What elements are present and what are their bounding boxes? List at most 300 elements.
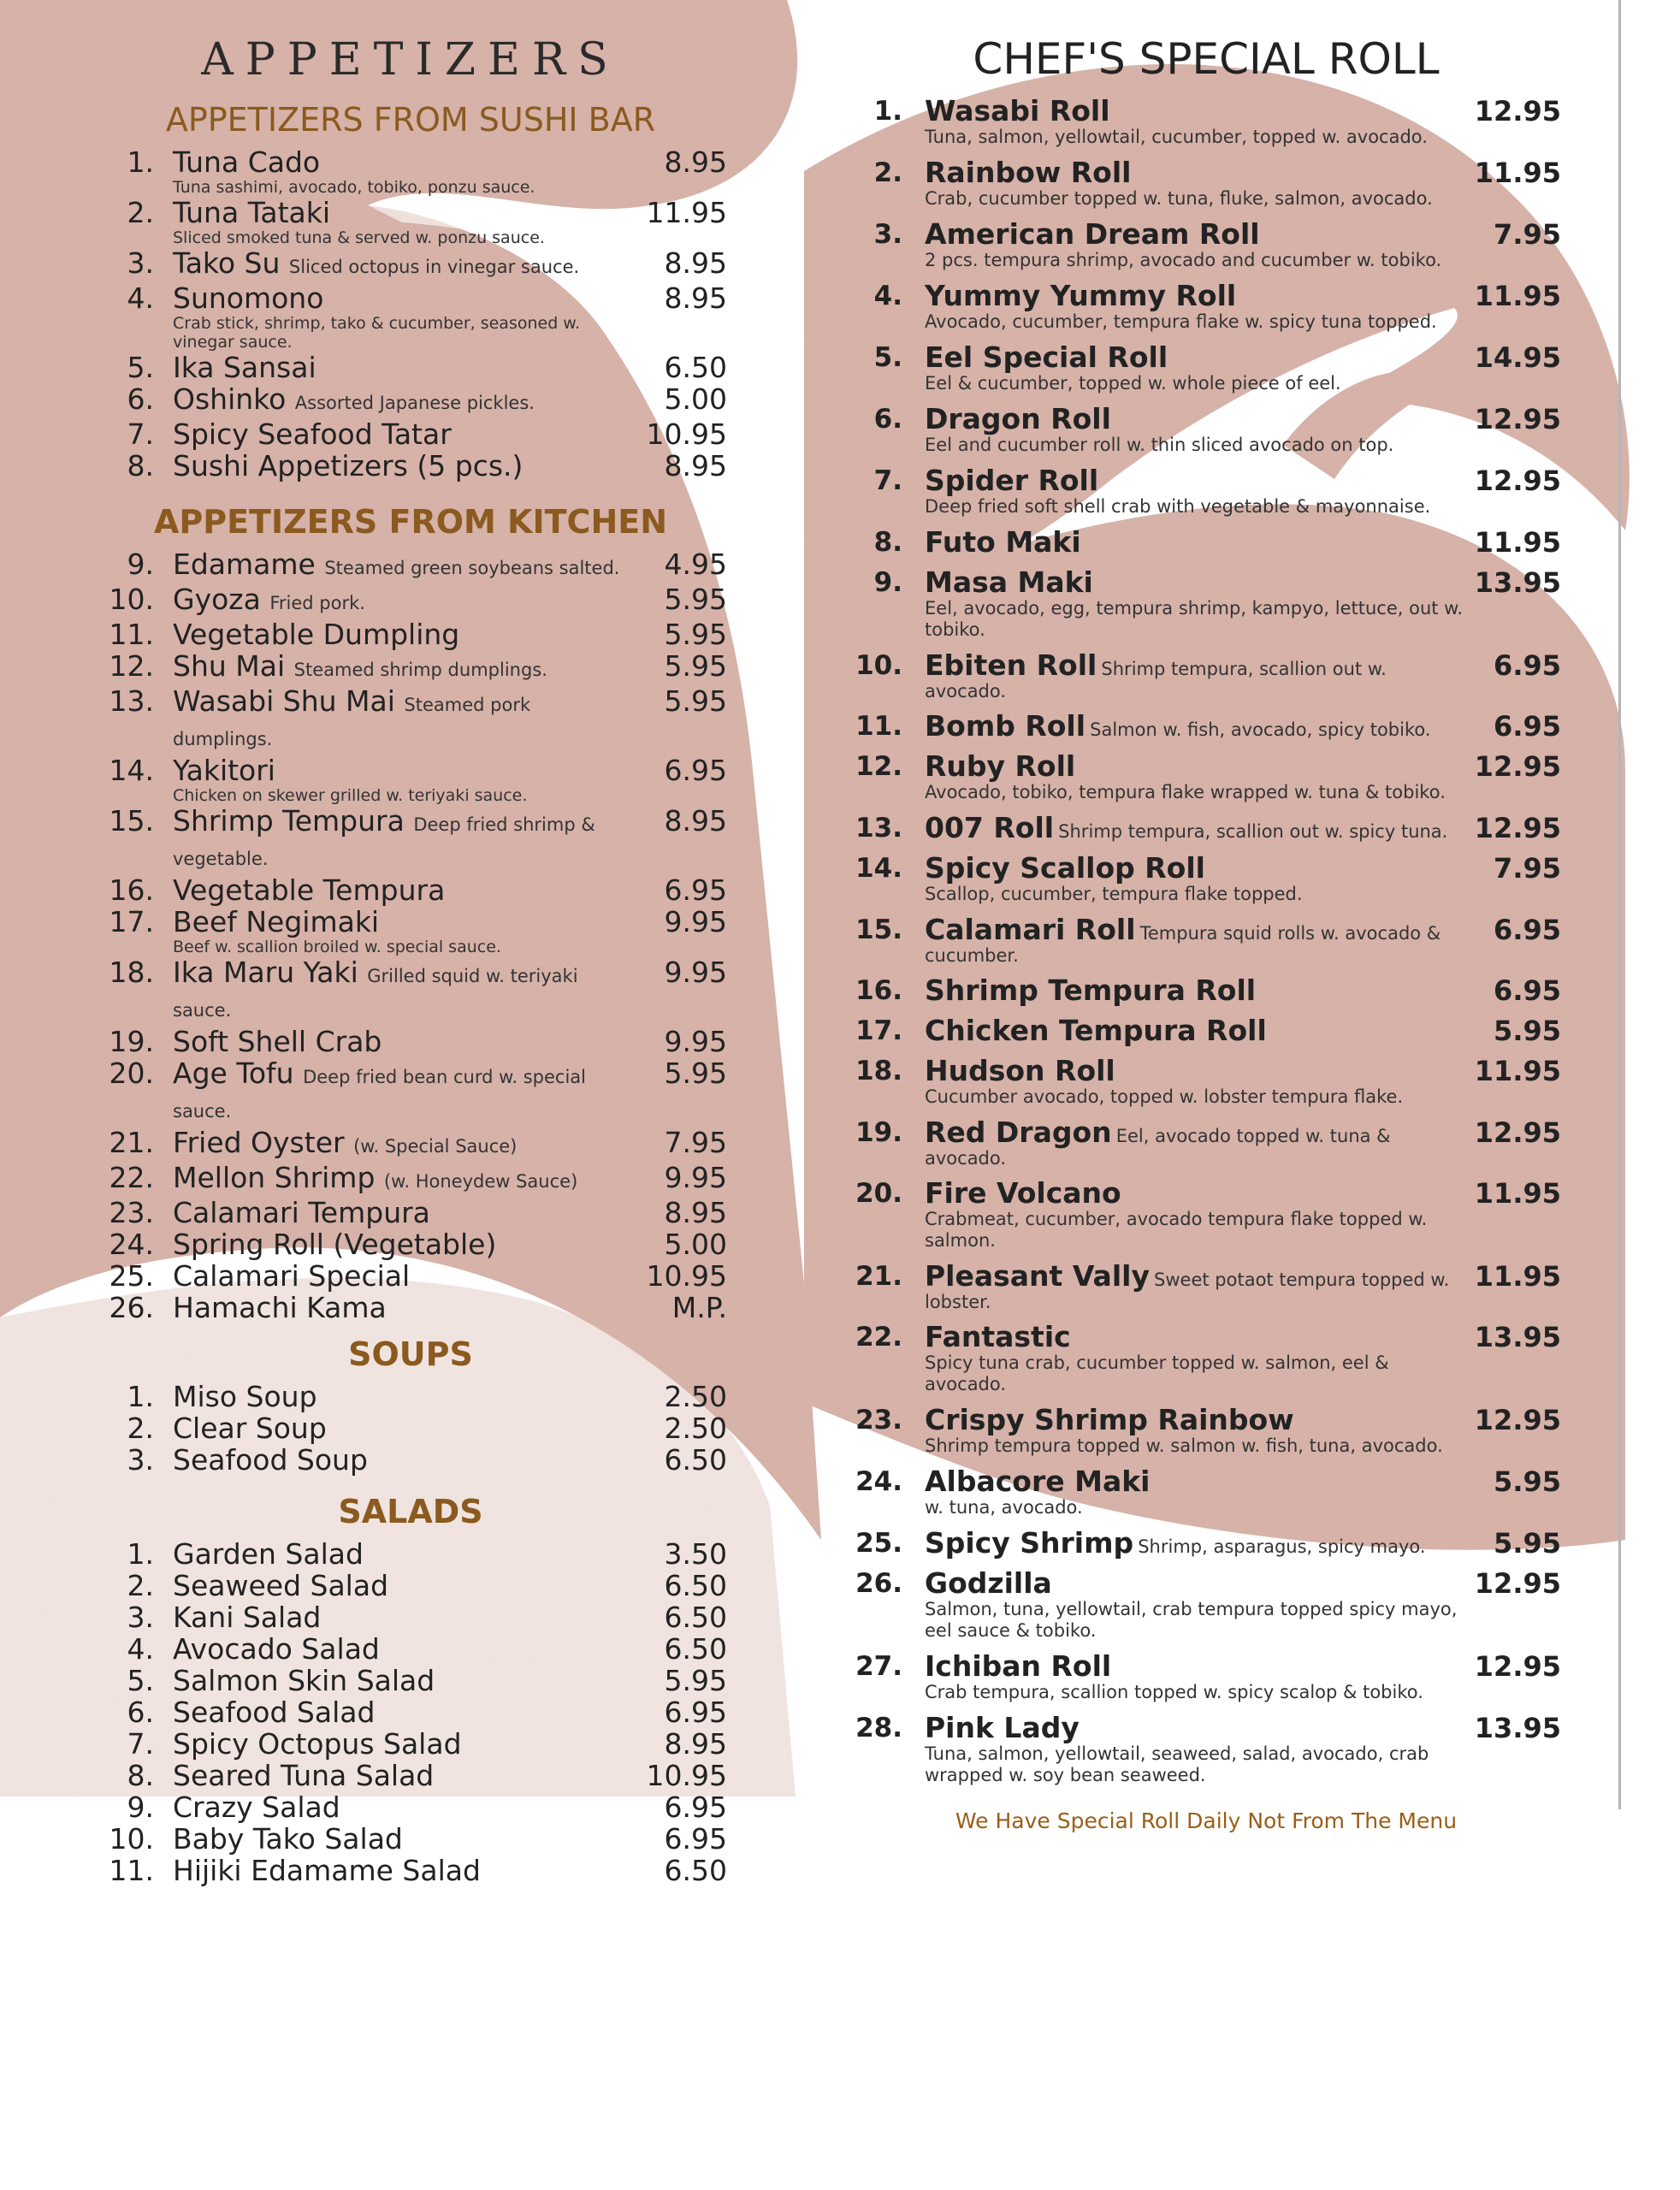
item-body [925,751,1467,803]
item-price: 5.95 [664,583,727,616]
item-description: Steamed shrimp dumplings. [293,660,547,680]
item-name: Spicy Scallop Roll [925,851,1205,885]
item-price: 11.95 [1474,526,1561,559]
item-price: 8.95 [664,804,727,838]
item-name: Chicken Tempura Roll [925,1014,1267,1047]
item-description: Sliced smoked tuna & served w. ponzu sauce. [173,228,545,247]
item-body [173,686,633,755]
item-number: 19. [109,1025,154,1058]
item-price: 12.95 [1474,465,1561,497]
menu-item [94,1792,727,1823]
item-number: 7. [127,1727,154,1761]
item-price: 6.95 [664,1790,727,1824]
item-name: Salmon Skin Salad [173,1664,435,1697]
item-number: 2. [127,1412,154,1445]
item-price: 6.50 [664,1854,727,1887]
item-body [925,1466,1467,1518]
menu-item [94,1163,727,1197]
item-description: Deep fried bean curd w. special sauce. [173,1067,586,1122]
item-body [173,352,633,383]
item-body [925,1056,1467,1108]
item-body [925,1528,1467,1559]
menu-item [851,1651,1561,1703]
salads-list [94,1539,727,1886]
item-price: 7.95 [664,1126,727,1159]
item-body [173,1128,633,1162]
item-price: 8.95 [664,1727,727,1761]
item-name: Miso Soup [173,1380,317,1413]
item-name: Vegetable Tempura [173,873,446,907]
menu-item [94,198,727,247]
item-description: Salmon w. fish, avocado, spicy tobiko. [1090,719,1431,740]
item-price: 6.50 [664,1601,727,1634]
item-name: Mellon Shrimp [173,1161,376,1194]
menu-item [851,751,1561,803]
item-description: Crab tempura, scallion topped w. spicy scalop & tobiko. [925,1682,1423,1702]
item-number: 3. [127,1443,154,1477]
item-number: 24. [855,1466,902,1497]
item-body [925,1713,1467,1786]
item-number: 17. [855,1015,902,1046]
item-name: American Dream Roll [925,217,1260,251]
item-name: Albacore Maki [925,1465,1151,1498]
menu-item [94,1824,727,1855]
item-price: 6.95 [1494,974,1561,1007]
item-description: Salmon, tuna, yellowtail, crab tempura topped spicy mayo, eel sauce & tobiko. [925,1599,1458,1641]
item-price: 12.95 [1474,750,1561,783]
item-name: Spicy Shrimp [925,1526,1134,1560]
item-price: 11.95 [646,196,727,229]
item-price: 13.95 [1474,566,1561,599]
item-name: Shrimp Tempura Roll [925,974,1257,1007]
item-description: Crab stick, shrimp, tako & cucumber, seasoned w. vinegar sauce. [173,314,581,352]
item-description: Tempura squid rolls w. avocado & cucumber. [925,923,1441,966]
item-body [925,1117,1467,1169]
item-body [925,1261,1467,1312]
item-body [925,1178,1467,1252]
menu-item [94,1027,727,1057]
item-body [925,219,1467,271]
daily-special-note: We Have Special Roll Daily Not From The Menu [955,1808,1458,1833]
menu-item [94,619,727,650]
item-name: Red Dragon [925,1116,1112,1149]
item-name: Pink Lady [925,1711,1080,1744]
item-body [173,1571,633,1601]
item-price: 10.95 [646,1759,727,1792]
menu-item [94,1697,727,1728]
item-price: 8.95 [664,449,727,482]
item-price: 11.95 [1474,1177,1561,1210]
item-body [173,283,633,352]
item-body [173,875,633,906]
item-name: Hamachi Kama [173,1291,387,1324]
item-name: Rainbow Roll [925,156,1132,189]
item-number: 24. [109,1228,154,1261]
item-price: 6.95 [1494,914,1561,946]
menu-item [94,806,727,874]
item-body [925,465,1467,518]
item-body [925,1568,1467,1642]
item-number: 6. [127,382,154,416]
item-price: 10.95 [646,1259,727,1293]
item-body [173,451,633,482]
item-description: (w. Special Sauce) [353,1136,518,1157]
menu-item [94,549,727,583]
menu-item [94,1729,727,1760]
item-number: 11. [855,711,902,742]
item-body [925,567,1467,641]
item-name: Garden Salad [173,1537,364,1571]
item-body [173,1856,633,1886]
item-description: Beef w. scallion broiled w. special sauce. [173,938,501,956]
item-number: 14. [109,754,154,787]
item-price: 5.95 [664,684,727,718]
chefs-special-roll-title: CHEF'S SPECIAL ROLL [973,34,1440,84]
item-name: Ebiten Roll [925,648,1097,682]
item-body [173,1198,633,1228]
item-number: 19. [855,1117,902,1148]
item-number: 1. [127,1537,154,1571]
item-number: 27. [855,1651,902,1682]
menu-item [851,1322,1561,1395]
menu-item [94,1856,727,1886]
menu-item [94,875,727,906]
item-name: Spicy Seafood Tatar [173,417,452,451]
menu-item [94,147,727,197]
item-number: 1. [873,96,902,127]
item-number: 8. [127,449,154,482]
item-price: 11.95 [1474,280,1561,312]
menu-item [94,248,727,282]
item-price: 6.50 [664,1443,727,1477]
item-body [925,281,1467,333]
item-number: 22. [109,1161,154,1194]
menu-item [94,1229,727,1260]
item-description: Fried pork. [269,593,365,613]
item-number: 5. [873,342,902,373]
item-number: 15. [109,804,154,838]
menu-item [851,1056,1561,1108]
item-name: Calamari Roll [925,913,1136,946]
item-number: 1. [127,1380,154,1413]
item-price: 4.95 [664,548,727,581]
item-name: Bomb Roll [925,709,1086,743]
item-body [173,1666,633,1696]
item-number: 26. [855,1568,902,1599]
item-price: 5.95 [1494,1465,1561,1498]
item-body [925,1405,1467,1457]
item-name: Ruby Roll [925,749,1076,783]
item-body [173,147,633,197]
item-number: 14. [855,853,902,884]
item-number: 3. [873,219,902,250]
item-number: 28. [855,1713,902,1743]
item-price: 5.95 [664,1664,727,1697]
appetizers-title: APPETIZERS [201,34,620,86]
item-description: Sweet potaot tempura topped w. lobster. [925,1270,1450,1312]
item-price: 5.00 [664,1228,727,1261]
item-price: 13.95 [1474,1321,1561,1353]
item-description: Eel, avocado, egg, tempura shrimp, kampyo, lettuce, out w. tobiko. [925,598,1464,640]
item-price: M.P. [671,1291,727,1324]
item-price: 6.95 [664,754,727,787]
sushi-bar-list [94,147,727,482]
item-body [173,1229,633,1260]
item-number: 13. [109,684,154,718]
item-price: 11.95 [1474,157,1561,189]
item-price: 5.95 [664,649,727,683]
item-number: 21. [855,1261,902,1292]
menu-item [851,853,1561,905]
item-name: Beef Negimaki [173,905,380,938]
item-price: 9.95 [664,1025,727,1058]
item-name: Eel Special Roll [925,340,1168,374]
item-number: 12. [855,751,902,782]
item-description: w. tuna, avocado. [925,1497,1083,1518]
item-number: 3. [127,1601,154,1634]
menu-item [851,1015,1561,1046]
item-name: Crispy Shrimp Rainbow [925,1403,1294,1436]
item-body [173,755,633,805]
item-name: Yakitori [173,754,275,787]
item-body [173,384,633,418]
item-body [173,1058,633,1127]
menu-item [94,1293,727,1323]
item-body [173,907,633,956]
kitchen-heading: APPETIZERS FROM KITCHEN [153,503,668,541]
item-description: Tuna, salmon, yellowtail, cucumber, topped w. avocado. [925,127,1428,147]
item-number: 11. [109,1854,154,1887]
item-number: 9. [127,548,154,581]
item-number: 16. [109,873,154,907]
menu-item [851,157,1561,210]
item-name: Ika Maru Yaki [173,956,358,989]
menu-item [94,1445,727,1476]
item-name: Seafood Soup [173,1443,368,1477]
item-number: 5. [127,1664,154,1697]
item-name: Age Tofu [173,1057,294,1090]
item-price: 2.50 [664,1412,727,1445]
item-price: 8.95 [664,281,727,315]
item-price: 6.95 [664,1696,727,1729]
item-number: 3. [127,246,154,280]
item-name: Vegetable Dumpling [173,618,460,651]
item-price: 12.95 [1474,95,1561,127]
item-description: Deep fried soft shell crab with vegetable & mayonnaise. [925,496,1431,517]
item-body [925,1322,1467,1395]
menu-item [851,404,1561,456]
item-name: Oshinko [173,382,287,416]
item-name: Hudson Roll [925,1054,1115,1087]
item-name: Sushi Appetizers (5 pcs.) [173,449,524,482]
item-number: 1. [127,145,154,179]
item-name: Avocado Salad [173,1632,380,1666]
item-body [925,711,1467,742]
item-body [925,650,1467,701]
item-number: 21. [109,1126,154,1159]
item-description: Steamed green soybeans salted. [324,558,620,578]
item-price: 9.95 [664,905,727,938]
item-number: 9. [127,1790,154,1824]
item-number: 2. [127,196,154,229]
item-price: 9.95 [664,1161,727,1194]
menu-item [851,527,1561,558]
item-number: 2. [127,1569,154,1602]
item-number: 6. [873,404,902,435]
item-name: Shrimp Tempura [173,804,405,838]
item-price: 6.50 [664,1632,727,1666]
item-description: Avocado, tobiko, tempura flake wrapped w. tuna & tobiko. [925,782,1446,802]
menu-item [94,1666,727,1696]
item-price: 8.95 [664,145,727,179]
item-body [173,198,633,247]
menu-item [851,1261,1561,1312]
item-body [173,549,633,583]
item-number: 6. [127,1696,154,1729]
item-body [173,1792,633,1823]
item-description: Spicy tuna crab, cucumber topped w. salmon, eel & avocado. [925,1352,1389,1394]
menu-item [851,650,1561,701]
menu-item [851,1405,1561,1457]
item-body [173,1539,633,1570]
item-price: 7.95 [1494,218,1561,251]
item-number: 8. [127,1759,154,1792]
item-number: 20. [109,1057,154,1090]
item-name: Fantastic [925,1320,1071,1353]
menu-item [851,219,1561,271]
menu-item [94,1571,727,1601]
item-price: 2.50 [664,1380,727,1413]
item-body [173,1261,633,1292]
item-number: 10. [855,650,902,681]
menu-item [851,96,1561,148]
item-body [173,1413,633,1444]
item-body [173,1824,633,1855]
item-description: Scallop, cucumber, tempura flake topped. [925,884,1303,904]
menu-item [94,755,727,805]
item-price: 5.00 [664,382,727,416]
item-body [925,527,1467,558]
item-name: Sunomono [173,281,324,315]
item-number: 2. [873,157,902,188]
item-body [173,248,633,282]
item-name: Yummy Yummy Roll [925,279,1237,312]
item-price: 5.95 [664,618,727,651]
menu-item [94,352,727,383]
item-description: Shrimp tempura, scallion out w. avocado. [925,659,1387,701]
item-price: 3.50 [664,1537,727,1571]
item-price: 6.95 [664,1822,727,1856]
item-name: Tuna Cado [173,145,321,179]
item-body [173,1293,633,1323]
item-body [173,1027,633,1057]
item-name: Seared Tuna Salad [173,1759,435,1792]
soups-heading: SOUPS [348,1335,473,1373]
menu-item [851,1466,1561,1518]
item-name: Gyoza [173,583,261,616]
menu-item [851,711,1561,742]
item-number: 16. [855,975,902,1006]
item-number: 22. [855,1322,902,1352]
item-price: 8.95 [664,1196,727,1229]
item-name: Futo Maki [925,525,1081,559]
menu-item [851,1117,1561,1169]
item-price: 13.95 [1474,1712,1561,1744]
menu-item [94,651,727,685]
menu-item [94,1198,727,1228]
menu-item [851,1568,1561,1642]
menu-item [851,281,1561,333]
item-price: 12.95 [1474,1650,1561,1683]
item-name: Shu Mai [173,649,286,683]
item-body [173,1634,633,1665]
item-description: Steamed pork dumplings. [173,695,531,749]
item-description: Deep fried shrimp & vegetable. [173,814,595,869]
column-divider [1618,0,1621,1809]
item-description: Crabmeat, cucumber, avocado tempura flake topped w. salmon. [925,1209,1428,1251]
item-body [173,1697,633,1728]
item-name: Baby Tako Salad [173,1822,403,1856]
menu-item [851,1528,1561,1559]
item-body [173,651,633,685]
item-body [925,1015,1467,1046]
menu-item [94,1261,727,1292]
item-price: 10.95 [646,417,727,451]
item-body [173,584,633,619]
item-name: Hijiki Edamame Salad [173,1854,481,1887]
item-price: 6.95 [664,873,727,907]
item-price: 11.95 [1474,1055,1561,1087]
item-name: Wasabi Roll [925,94,1110,127]
item-body [173,957,633,1026]
item-description: Eel, avocado topped w. tuna & avocado. [925,1126,1391,1169]
item-body [173,1445,633,1476]
item-name: Seafood Salad [173,1696,376,1729]
item-price: 12.95 [1474,403,1561,435]
item-number: 15. [855,914,902,945]
item-name: Clear Soup [173,1412,327,1445]
item-name: Ichiban Roll [925,1649,1112,1683]
menu-item [94,451,727,482]
item-name: Godzilla [925,1566,1052,1600]
menu-item [94,957,727,1026]
item-description: Tuna, salmon, yellowtail, seaweed, salad, avocado, crab wrapped w. soy bean seaweed. [925,1743,1429,1785]
menu-item [851,975,1561,1006]
item-body [925,96,1467,148]
item-price: 6.95 [1494,710,1561,743]
item-name: Crazy Salad [173,1790,340,1824]
item-price: 9.95 [664,956,727,989]
item-number: 8. [873,527,902,558]
menu-item [94,384,727,418]
item-number: 5. [127,351,154,384]
item-number: 10. [109,1822,154,1856]
item-number: 7. [873,465,902,496]
item-description: Grilled squid w. teriyaki sauce. [173,966,578,1021]
item-description: Cucumber avocado, topped w. lobster tempura flake. [925,1086,1404,1107]
menu-item [94,1539,727,1570]
item-name: Spring Roll (Vegetable) [173,1228,497,1261]
item-number: 25. [855,1528,902,1559]
item-price: 7.95 [1494,852,1561,885]
item-body [925,342,1467,394]
sushi-bar-heading: APPETIZERS FROM SUSHI BAR [165,101,656,139]
item-description: Chicken on skewer grilled w. teriyaki sauce. [173,786,528,805]
menu-item [94,686,727,755]
item-body [173,1761,633,1791]
item-description: Sliced octopus in vinegar sauce. [288,257,580,277]
item-description: Shrimp tempura topped w. salmon w. fish, tuna, avocado. [925,1435,1443,1456]
